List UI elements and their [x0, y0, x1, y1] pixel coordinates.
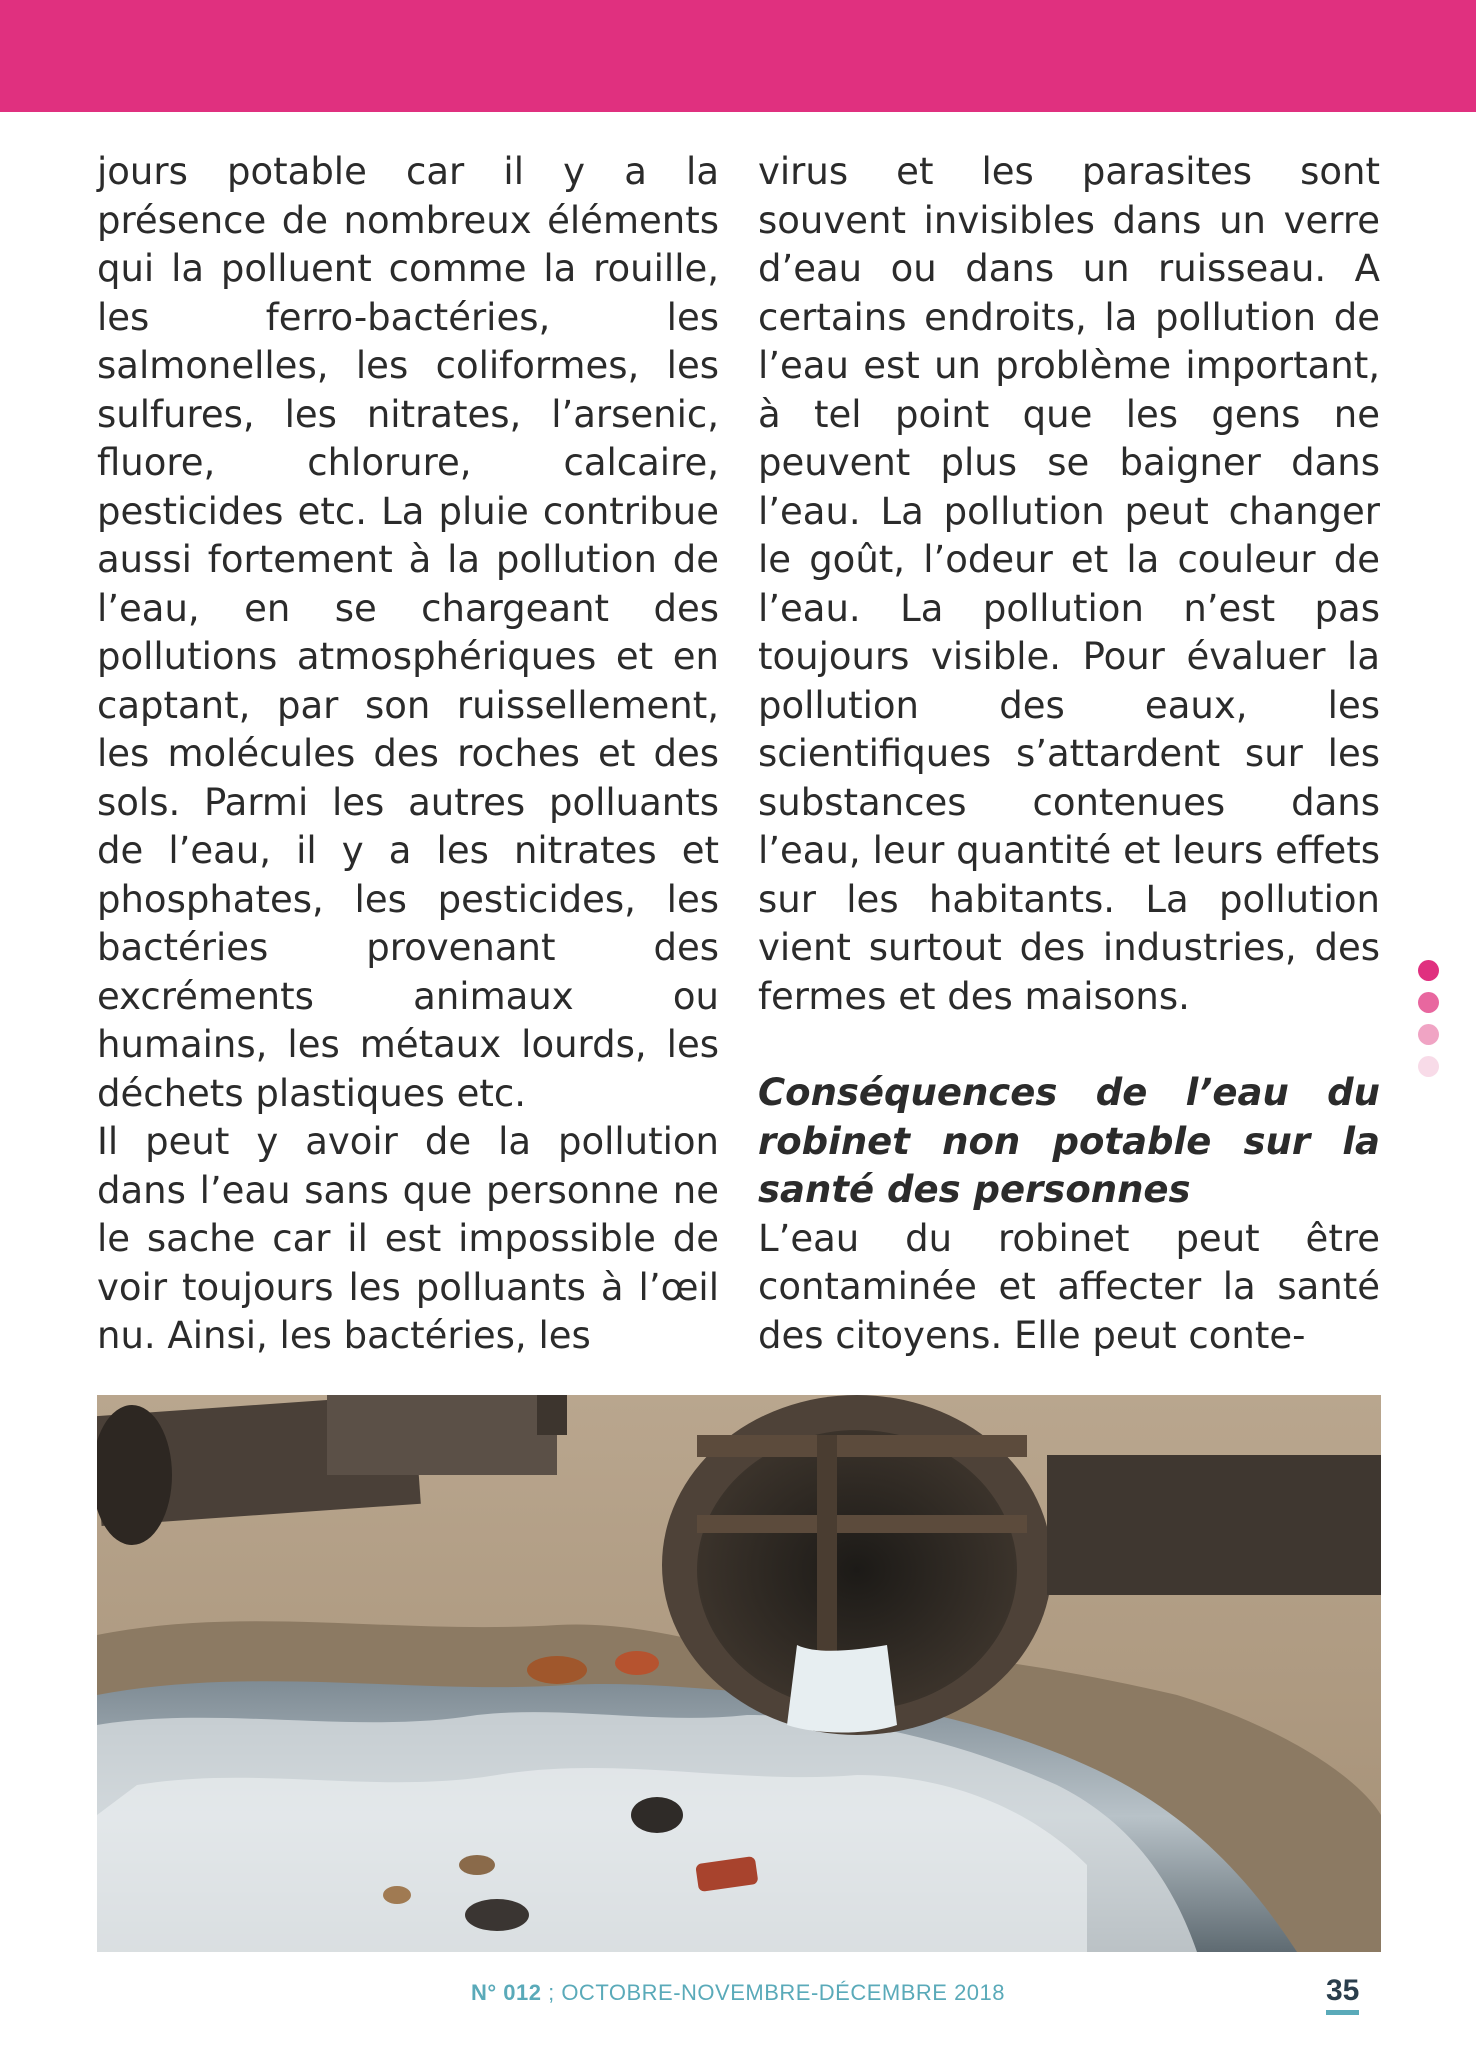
top-color-band	[0, 0, 1476, 112]
paragraph-invisible-pollution: Il peut y avoir de la pollution dans l’eau sans que personne ne le sache car il est impossible de voir toujours les polluants à l’œil nu. Ainsi, les bactéries, les	[97, 1120, 719, 1357]
dot-2	[1418, 992, 1439, 1013]
issue-number: N° 012	[470, 1980, 542, 2005]
dot-4	[1418, 1056, 1439, 1077]
sewage-pipe-outflow-photo	[97, 1395, 1381, 1952]
article-column-left	[97, 148, 719, 1361]
section-heading: Conséquences de l’eau du robinet non potable sur la santé des personnes	[758, 1071, 1380, 1211]
paragraph-consequences: L’eau du robinet peut être contaminée et affecter la santé des citoyens. Elle peut conte-	[758, 1216, 1380, 1357]
dot-3	[1418, 1024, 1439, 1045]
dot-1	[1418, 960, 1439, 981]
article-column-right	[758, 148, 1380, 1360]
paragraph-continued: virus et les parasites sont souvent invisibles dans un verre d’eau ou dans un ruisseau. A certains endroits, la pollution de l’eau est un problème important, à tel point que les gens ne peuvent plus se baigner dans l’eau. La pollution peut changer le goût, l’odeur et la couleur de l’eau. La pollution n’est pas toujours visible. Pour évaluer la pollution des eaux, les scientifiques s’attardent sur les substances contenues dans l’eau, leur quantité et leurs effets sur les habitants. La pollution vient surtout des industries, des fermes et des maisons.	[758, 150, 1380, 1018]
paragraph-pollutants: jours potable car il y a la présence de nombreux éléments qui la polluent comme la rouille, les ferro-bactéries, les salmonelles, les coliformes, les sulfures, les nitrates, l’arsenic, fluore, chlorure, calcaire, pesticides etc. La pluie contribue aussi fortement à la pollution de l’eau, en se chargeant des pollutions atmosphériques et en captant, par son ruissellement, les molécules des roches et des sols. Parmi les autres polluants de l’eau, il y a les nitrates et phosphates, les pesticides, les bactéries provenant des excréments animaux ou humains, les métaux lourds, les déchets plastiques etc.	[97, 150, 719, 1115]
sewage-pipe-photo	[97, 1395, 1381, 1952]
page-number: 35	[1326, 1974, 1359, 2015]
decorative-dots	[1418, 960, 1442, 1088]
issue-period: ; OCTOBRE-NOVEMBRE-DÉCEMBRE 2018	[541, 1980, 1006, 2005]
issue-footer	[0, 1980, 1476, 2006]
